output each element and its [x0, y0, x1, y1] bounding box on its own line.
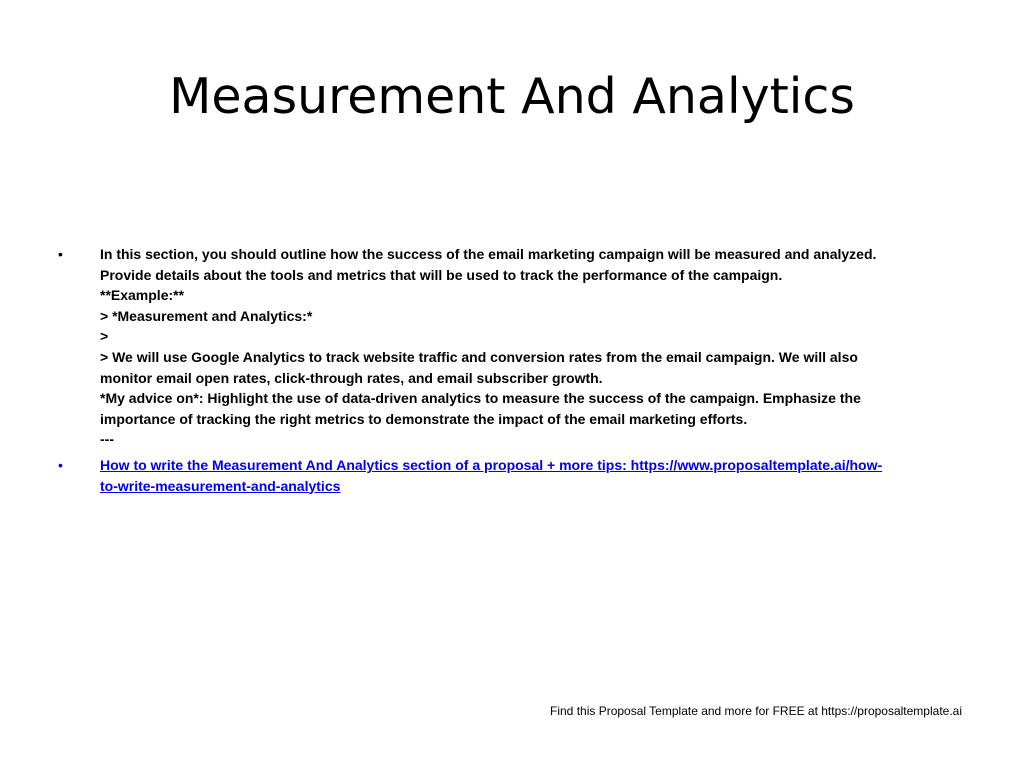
list-item-link — [55, 455, 965, 496]
text-line: > *Measurement and Analytics:* — [100, 307, 313, 324]
text-line: --- — [100, 431, 114, 448]
text-line: In this section, you should outline how the success of the email marketing campaign will be measured and analyzed. — [100, 246, 877, 262]
tips-link[interactable] — [100, 455, 965, 496]
text-line: > — [100, 328, 109, 345]
text-line: **Example:** — [100, 287, 185, 304]
list-item — [55, 244, 965, 450]
text-line: Provide details about the tools and metrics that will be used to track the performance of the campaign. — [100, 266, 783, 283]
tips-link-line-2[interactable]: to-write-measurement-and-analytics — [100, 477, 341, 494]
bullet-list — [55, 244, 965, 501]
footer-note: Find this Proposal Template and more for FREE at https://proposaltemplate.ai — [550, 704, 962, 718]
section-guidance-text — [100, 244, 965, 450]
text-line: importance of tracking the right metrics to demonstrate the impact of the email marketing efforts. — [100, 410, 748, 427]
tips-link-line-1[interactable]: How to write the Measurement And Analytics section of a proposal + more tips: https://www.proposaltemplate.ai/how- — [100, 456, 883, 473]
bullet-marker: • — [58, 456, 63, 473]
text-line: > We will use Google Analytics to track website traffic and conversion rates from the email campaign. We will also — [100, 348, 858, 365]
text-line: *My advice on*: Highlight the use of data-driven analytics to measure the success of the campaign. Emphasize the — [100, 390, 861, 407]
slide-title: Measurement And Analytics — [169, 68, 855, 125]
bullet-marker: • — [58, 246, 63, 262]
text-line: monitor email open rates, click-through rates, and email subscriber growth. — [100, 369, 603, 386]
